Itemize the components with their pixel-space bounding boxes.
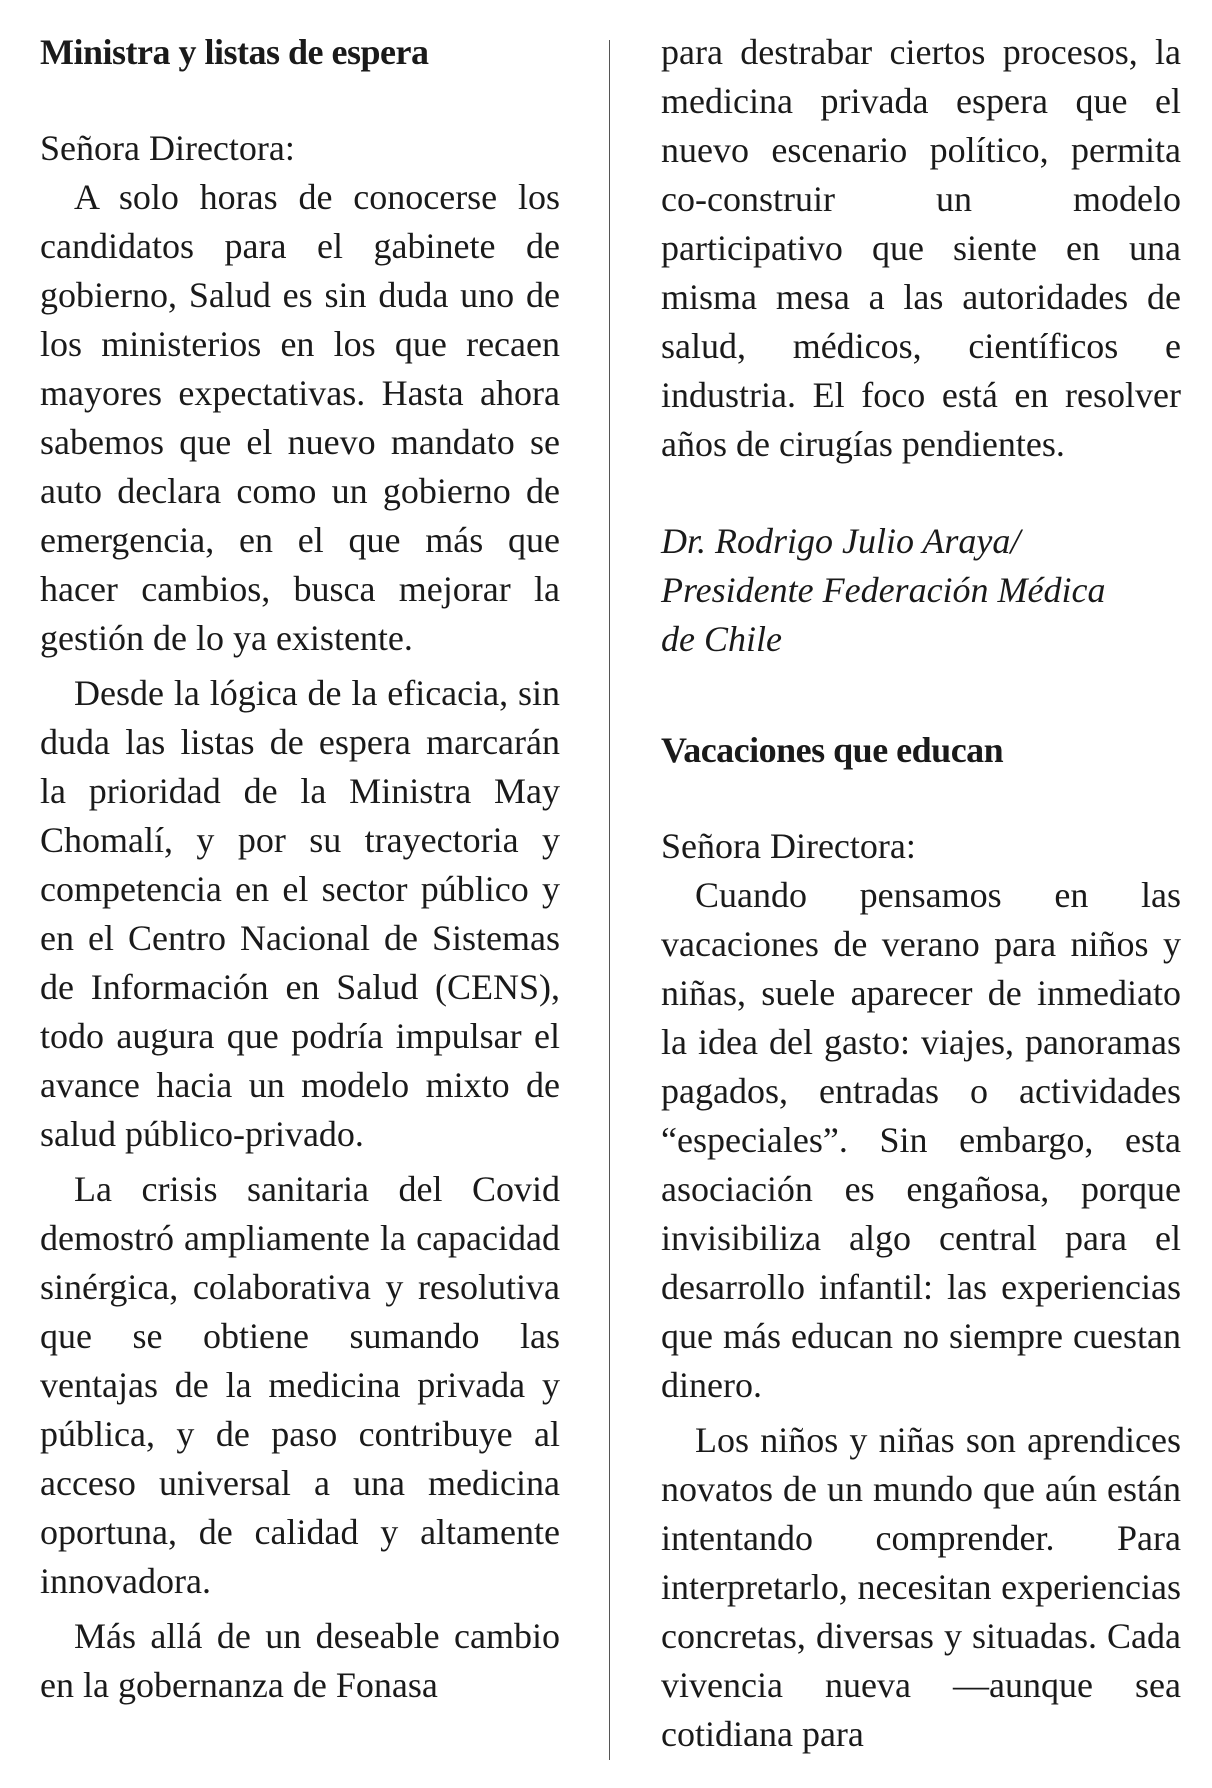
letter2-paragraph-2: Los niños y niñas son aprendices novatos de un mundo que aún están intentando comprender. Para interpretarlo, necesitan experiencias concretas, diversas y situadas. Cada vivencia nueva —aunque sea cotidiana para	[661, 1420, 1181, 1754]
letter1-greeting: Señora Directora:	[40, 128, 295, 168]
letter2-greeting: Señora Directora:	[661, 826, 916, 866]
left-column	[40, 28, 560, 1710]
signature-organization: de Chile	[661, 619, 782, 659]
letter1-paragraph-4: Más allá de un deseable cambio en la gobernanza de Fonasa	[40, 1616, 560, 1705]
column-divider	[609, 40, 610, 1760]
letter2-paragraph-1: Cuando pensamos en las vacaciones de verano para niños y niñas, suele aparecer de inmediato la idea del gasto: viajes, panoramas pagados, entradas o actividades “especiales”. Sin embargo, esta asociación es engañosa, porque invisibiliza algo central para el desarrollo infantil: las experiencias que más educan no siempre cuestan dinero.	[661, 875, 1181, 1405]
letter1-title: Ministra y listas de espera	[40, 32, 429, 72]
signature-title: Presidente Federación Médica	[661, 570, 1106, 610]
signature-name: Dr. Rodrigo Julio Araya/	[661, 521, 1021, 561]
letter1-paragraph-3: La crisis sanitaria del Covid demostró ampliamente la capacidad sinérgica, colaborativa y resolutiva que se obtiene sumando las ventajas de la medicina privada y pública, y de paso contribuye al acceso universal a una medicina oportuna, de calidad y altamente innovadora.	[40, 1169, 560, 1601]
letter2-title: Vacaciones que educan	[661, 730, 1004, 770]
letter1-paragraph-1: A solo horas de conocerse los candidatos para el gabinete de gobierno, Salud es sin duda uno de los ministerios en los que recaen mayores expectativas. Hasta ahora sabemos que el nuevo mandato se auto declara como un gobierno de emergencia, en el que más que hacer cambios, busca mejorar la gestión de lo ya existente.	[40, 177, 560, 658]
letter1-signature	[661, 517, 1181, 664]
letter1-paragraph-4-continued: para destrabar ciertos procesos, la medicina privada espera que el nuevo escenario político, permita co-construir un modelo participativo que siente en una misma mesa a las autoridades de salud, médicos, científicos e industria. El foco está en resolver años de cirugías pendientes.	[661, 32, 1181, 464]
right-column	[661, 28, 1181, 1759]
letter1-paragraph-2: Desde la lógica de la eficacia, sin duda las listas de espera marcarán la prioridad de la Ministra May Chomalí, y por su trayectoria y competencia en el sector público y en el Centro Nacional de Sistemas de Información en Salud (CENS), todo augura que podría impulsar el avance hacia un modelo mixto de salud público-privado.	[40, 673, 560, 1154]
